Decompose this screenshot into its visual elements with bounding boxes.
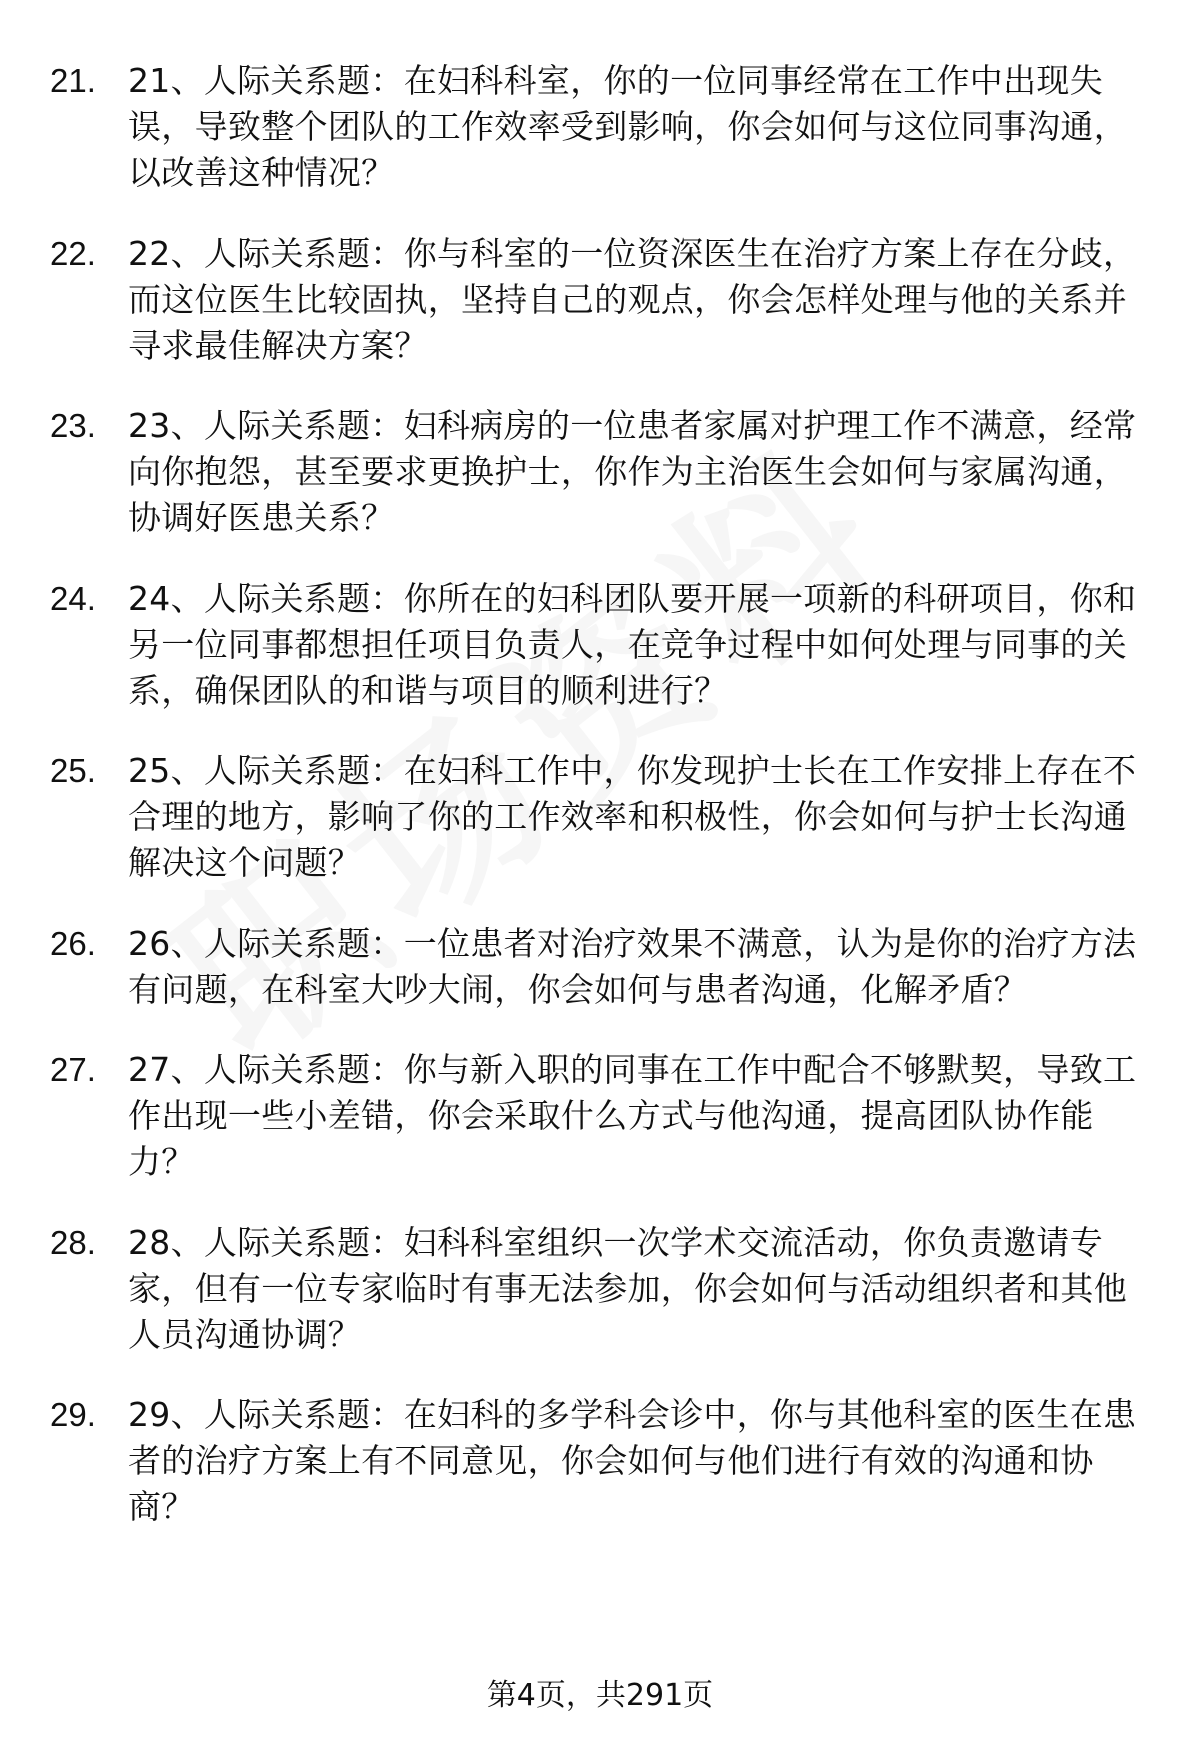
question-text: 26、人际关系题：一位患者对治疗效果不满意，认为是你的治疗方法有问题，在科室大吵大闹，你会如何与患者沟通，化解矛盾？ — [128, 923, 1137, 1009]
question-text: 24、人际关系题：你所在的妇科团队要开展一项新的科研项目，你和另一位同事都想担任项目负责人，在竞争过程中如何处理与同事的关系，确保团队的和谐与项目的顺利进行？ — [128, 578, 1137, 710]
page-number-label: 第4页，共291页 — [486, 1678, 714, 1713]
question-text: 27、人际关系题：你与新入职的同事在工作中配合不够默契，导致工作出现一些小差错，你会采取什么方式与他沟通，提高团队协作能力？ — [128, 1050, 1137, 1181]
question-number: 23. — [50, 407, 96, 444]
question-text: 25、人际关系题：在妇科工作中，你发现护士长在工作安排上存在不合理的地方，影响了你的工作效率和积极性，你会如何与护士长沟通解决这个问题？ — [128, 751, 1137, 882]
page-footer — [0, 1676, 1200, 1716]
question-item-29 — [50, 1392, 1160, 1530]
question-number: 27. — [50, 1051, 96, 1088]
question-text: 22、人际关系题：你与科室的一位资深医生在治疗方案上存在分歧，而这位医生比较固执，坚持自己的观点，你会怎样处理与他的关系并寻求最佳解决方案？ — [128, 233, 1137, 365]
question-number: 22. — [50, 234, 96, 272]
question-item-27 — [50, 1047, 1160, 1185]
question-number: 29. — [50, 1396, 96, 1433]
question-item-24 — [50, 576, 1160, 714]
question-item-25 — [50, 748, 1160, 886]
question-item-21 — [50, 58, 1160, 196]
question-item-23 — [50, 403, 1160, 541]
question-number: 25. — [50, 752, 96, 789]
question-item-26 — [50, 921, 1160, 1013]
question-text: 29、人际关系题：在妇科的多学科会诊中，你与其他科室的医生在患者的治疗方案上有不同意见，你会如何与他们进行有效的沟通和协商？ — [128, 1395, 1137, 1526]
question-text: 21、人际关系题：在妇科科室，你的一位同事经常在工作中出现失误，导致整个团队的工作效率受到影响，你会如何与这位同事沟通，以改善这种情况？ — [128, 61, 1127, 192]
question-number: 24. — [50, 579, 96, 617]
question-list — [50, 58, 1160, 1565]
question-number: 21. — [50, 62, 96, 99]
question-text: 28、人际关系题：妇科科室组织一次学术交流活动，你负责邀请专家，但有一位专家临时有事无法参加，你会如何与活动组织者和其他人员沟通协调？ — [128, 1222, 1127, 1354]
question-item-28 — [50, 1220, 1160, 1358]
question-number: 28. — [50, 1223, 96, 1261]
question-number: 26. — [50, 924, 96, 962]
question-item-22 — [50, 231, 1160, 369]
question-text: 23、人际关系题：妇科病房的一位患者家属对护理工作不满意，经常向你抱怨，甚至要求更换护士，你作为主治医生会如何与家属沟通，协调好医患关系？ — [128, 406, 1137, 537]
